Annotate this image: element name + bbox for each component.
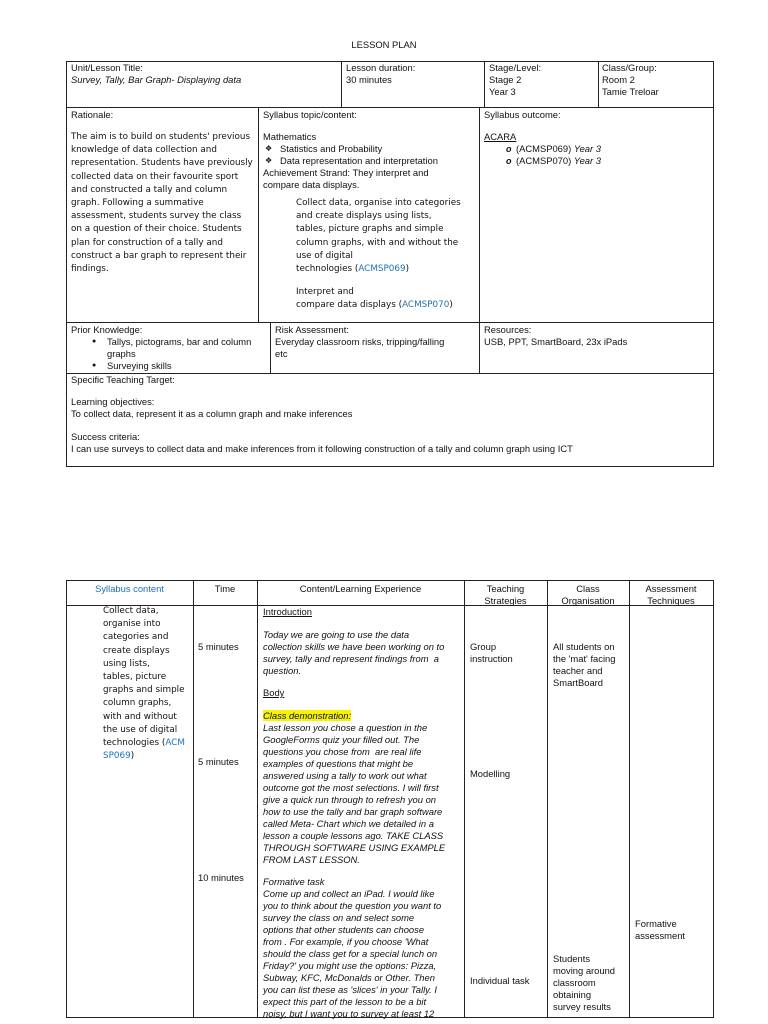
acmsp069-link[interactable]: ACMSP069	[358, 264, 406, 275]
class-demonstration-heading: Class demonstration:	[263, 710, 352, 721]
risk-assessment-cell	[275, 324, 477, 360]
prior-knowledge-label: Prior Knowledge:	[71, 324, 143, 335]
strategy-modelling: Modelling	[470, 768, 511, 779]
resources-label: Resources:	[484, 324, 532, 335]
formative-task-text: Come up and collect an iPad. I would like you to think about the question you want to survey the class on and select some options that other students can choose from . For example, if you choose 'What should the class get for a special lunch on Friday?' you might use the options: Pizza, Subway, KFC, McDonalds or Other. Then you can list these as 'slices' in your Tally. I expect this part of the lesson to be a bit noisy, but I want you to survey at least 12	[263, 888, 442, 1019]
prior-knowledge-cell	[71, 324, 268, 372]
acmsp070-link[interactable]: ACMSP070	[402, 300, 450, 311]
unit-title-value: Survey, Tally, Bar Graph- Displaying data	[71, 74, 242, 85]
unit-title-label: Unit/Lesson Title:	[71, 62, 143, 73]
resources-cell	[484, 324, 709, 348]
year-value: Year 3	[489, 86, 516, 97]
header-class-organisation: Class Organisation	[561, 583, 615, 606]
lesson-duration-value: 30 minutes	[346, 74, 392, 85]
topic-bullets	[263, 143, 477, 167]
topic-bullet: ❖ Statistics and Probability	[263, 143, 477, 155]
introduction-text: Today we are going to use the data collection skills we have been working on to survey, tally and represent findings from a question.	[263, 629, 445, 676]
rationale-cell	[71, 109, 253, 276]
subject: Mathematics	[263, 131, 317, 142]
rationale-text: The aim is to build on students' previous knowledge of data collection and representation. Students have previously collected data on their favourite sport and constructed a tally and column graph. Following a summative assessment, students survey the class on a question of their choice. Students plan for construction of a tally and construct a bar graph to represent their findings.	[71, 132, 253, 275]
prior-knowledge-item: ● Tallys, pictograms, bar and column graphs	[71, 336, 268, 360]
achievement-strand: Achievement Strand: They interpret and compare data displays.	[263, 167, 429, 190]
risk-assessment-label: Risk Assessment:	[275, 324, 349, 335]
syllabus-outcome-label: Syllabus outcome:	[484, 109, 561, 120]
time-intro: 5 minutes	[198, 641, 239, 652]
stage-level-label: Stage/Level:	[489, 62, 542, 73]
body-heading: Body	[263, 687, 285, 698]
risk-assessment-text: Everyday classroom risks, tripping/falling etc	[275, 336, 445, 359]
header-assessment-techniques: Assessment Techniques	[645, 583, 697, 606]
room-value: Room 2	[602, 74, 635, 85]
introduction-heading: Introduction	[263, 606, 312, 617]
lesson-duration-cell	[346, 62, 415, 86]
prior-knowledge-list	[71, 336, 268, 372]
time-demo: 5 minutes	[198, 756, 239, 767]
rationale-label: Rationale:	[71, 109, 114, 120]
outcome-list	[484, 143, 709, 167]
outcome-item: o (ACMSP070) Year 3	[484, 155, 709, 167]
topic-bullet: ❖ Data representation and interpretation	[263, 155, 477, 167]
syllabus-topic-label: Syllabus topic/content:	[263, 109, 357, 120]
header-content: Content/Learning Experience	[299, 583, 422, 594]
syllabus-content-text: Collect data, organise into categories and create displays using lists, tables, picture graphs and simple column graphs, with and without the use of digital technologies (ACM SP069)	[103, 606, 185, 762]
teaching-target-label: Specific Teaching Target:	[71, 374, 175, 385]
time-formative: 10 minutes	[198, 872, 244, 883]
content-descriptor-1: Collect data, organise into categories and create displays using lists, tables, picture graphs and simple column graphs, with and without the use of digital technologies (ACMSP069)	[296, 198, 461, 275]
syllabus-topic-cell	[263, 109, 477, 313]
class-group-label: Class/Group:	[602, 62, 657, 73]
stage-value: Stage 2	[489, 74, 522, 85]
formative-task-heading: Formative task	[263, 876, 325, 887]
teacher-value: Tamie Treloar	[602, 86, 659, 97]
resources-text: USB, PPT, SmartBoard, 23x iPads	[484, 336, 628, 347]
assessment-formative: Formative assessment	[635, 918, 686, 941]
prior-knowledge-item: ● Surveying skills	[71, 360, 268, 372]
header-syllabus-content: Syllabus content	[95, 583, 164, 594]
acara-label: ACARA	[484, 131, 517, 142]
content-descriptor-2: Interpret and compare data displays (ACMSP070)	[296, 287, 453, 311]
class-demonstration-text: Last lesson you chose a question in the GoogleForms quiz your filled out. The questions you chose from are real life examples of questions that might be answered using a tally to work out what outcome got the most selections. I will first give a quick run through to refresh you on how to use the tally and bar graph software called Meta- Chart which we detailed in a lesson a couple lessons ago. TAKE CLASS THROUGH SOFTWARE USING EXAMPLE FROM LAST LESSON.	[263, 722, 446, 865]
header-time: Time	[214, 583, 236, 594]
demo-heading-wrap	[263, 710, 463, 722]
stage-level-cell	[489, 62, 541, 98]
learning-objectives-label: Learning objectives:	[71, 396, 155, 407]
teaching-target-cell	[71, 374, 711, 455]
lesson-duration-label: Lesson duration:	[346, 62, 416, 73]
strategy-group-instruction: Group instruction	[470, 641, 513, 664]
acmsp069-link[interactable]: ACM	[165, 738, 185, 749]
class-group-cell	[602, 62, 659, 98]
outcome-item: o (ACMSP069) Year 3	[484, 143, 709, 155]
learning-experience-cell	[263, 606, 463, 1020]
success-criteria-label: Success criteria:	[71, 431, 140, 442]
learning-objectives-text: To collect data, represent it as a column graph and make inferences	[71, 408, 353, 419]
page-title: LESSON PLAN	[351, 39, 417, 50]
success-criteria-text: I can use surveys to collect data and make inferences from it following construction of a tally and column graph using ICT	[71, 443, 573, 454]
class-org-moving: Students moving around classroom obtaining survey results	[553, 953, 616, 1012]
class-org-mat: All students on the 'mat' facing teacher and SmartBoard	[553, 641, 616, 688]
unit-title-cell	[71, 62, 241, 86]
header-teaching-strategies: Teaching Strategies	[484, 583, 527, 606]
strategy-individual-task: Individual task	[470, 975, 530, 986]
syllabus-outcome-cell	[484, 109, 709, 167]
